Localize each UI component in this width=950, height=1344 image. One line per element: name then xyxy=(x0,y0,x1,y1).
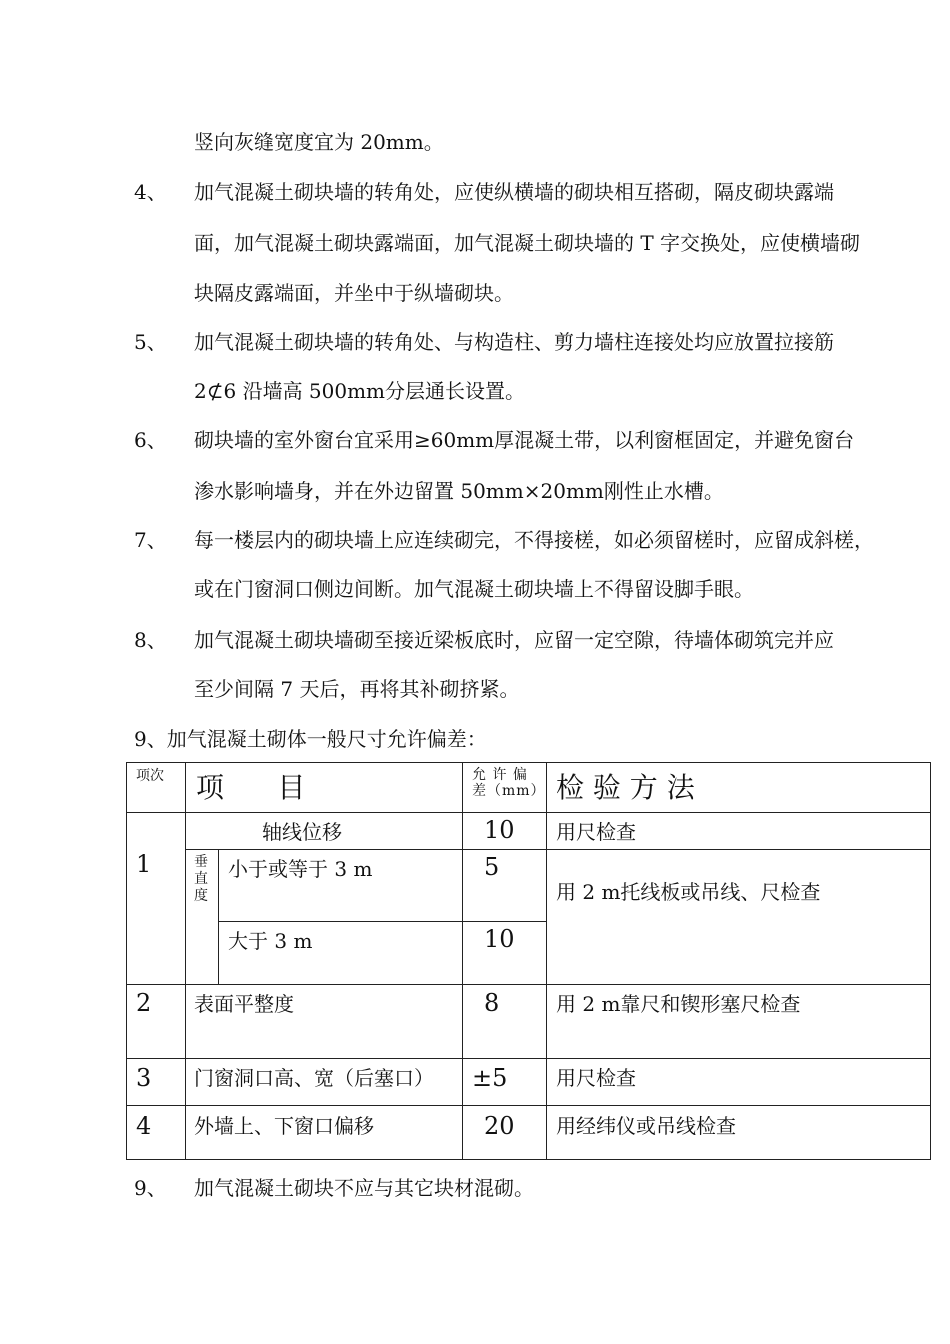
tolerance-table xyxy=(126,762,931,1160)
row-3-no: 3 xyxy=(136,1064,152,1092)
para-1-line-2: 块隔皮露端面，并坐中于纵墙砌块。 xyxy=(194,281,514,305)
row-2-tolerance: 8 xyxy=(484,989,500,1017)
row-2-item: 表面平整度 xyxy=(194,992,294,1016)
row-1a-tolerance: 5 xyxy=(484,853,500,881)
row-4-method: 用经纬仪或吊线检查 xyxy=(556,1114,736,1138)
verticality-label: 垂直度 xyxy=(194,854,208,904)
para-3-line-0: 砌块墙的室外窗台宜采用≥60mm厚混凝土带，以利窗框固定，并避免窗台 xyxy=(194,428,855,452)
header-item: 项 目 xyxy=(196,771,306,804)
para-1-line-1: 面，加气混凝土砌块露端面，加气混凝土砌块墙的 T 字交换处，应使横墙砌 xyxy=(194,231,861,255)
para-5-line-1: 至少间隔 7 天后，再将其补砌挤紧。 xyxy=(194,677,520,701)
table-grid xyxy=(126,762,931,1160)
row-1-item: 轴线位移 xyxy=(262,820,342,844)
row-1-method: 用尺检查 xyxy=(556,820,636,844)
para-5-number: 8、 xyxy=(134,628,167,652)
para-3-number: 6、 xyxy=(134,428,167,452)
row-4-item: 外墙上、下窗口偏移 xyxy=(194,1114,374,1138)
header-method: 检 验 方 法 xyxy=(556,771,695,804)
para-4-line-1: 或在门窗洞口侧边间断。加气混凝土砌块墙上不得留设脚手眼。 xyxy=(194,577,754,601)
row-1b-item: 大于 3 m xyxy=(228,929,313,953)
row-4-tolerance: 20 xyxy=(484,1112,515,1140)
row-2-method: 用 2 m靠尺和锲形塞尺检查 xyxy=(556,992,801,1016)
row-1b-tolerance: 10 xyxy=(484,925,515,953)
para-5-line-0: 加气混凝土砌块墙砌至接近梁板底时，应留一定空隙，待墙体砌筑完并应 xyxy=(194,628,834,652)
para-0-line-0: 竖向灰缝宽度宜为 20mm。 xyxy=(194,130,444,154)
row-4-no: 4 xyxy=(136,1112,152,1140)
row-1a-item: 小于或等于 3 m xyxy=(228,857,373,881)
row-3-item: 门窗洞口高、宽（后塞口） xyxy=(194,1066,434,1090)
para-2-line-1: 2⊄6 沿墙高 500mm分层通长设置。 xyxy=(194,379,526,403)
row-3-method: 用尺检查 xyxy=(556,1066,636,1090)
row-2-no: 2 xyxy=(136,989,152,1017)
para-1-line-0: 加气混凝土砌块墙的转角处，应使纵横墙的砌块相互搭砌，隔皮砌块露端 xyxy=(194,180,834,204)
para-2-line-0: 加气混凝土砌块墙的转角处、与构造柱、剪力墙柱连接处均应放置拉接筋 xyxy=(194,330,834,354)
para-3-line-1: 渗水影响墙身，并在外边留置 50mm×20mm刚性止水槽。 xyxy=(194,479,724,503)
table-caption: 9、加气混凝土砌体一般尺寸允许偏差： xyxy=(134,727,487,751)
para-2-number: 5、 xyxy=(134,330,167,354)
para-4-number: 7、 xyxy=(134,528,167,552)
para-4-line-0: 每一楼层内的砌块墙上应连续砌完，不得接槎，如必须留槎时，应留成斜槎， xyxy=(194,528,874,552)
row-1-no: 1 xyxy=(136,850,152,878)
header-no: 项次 xyxy=(136,768,164,784)
para-1-number: 4、 xyxy=(134,180,167,204)
row-1-tolerance: 10 xyxy=(484,816,515,844)
final-number: 9、 xyxy=(134,1176,167,1200)
row-3-tolerance: ±5 xyxy=(472,1064,508,1092)
header-tolerance: 允 许 偏 差（mm） xyxy=(472,767,546,799)
row-1a-method: 用 2 m托线板或吊线、尺检查 xyxy=(556,880,821,904)
final-text: 加气混凝土砌块不应与其它块材混砌。 xyxy=(194,1176,534,1200)
